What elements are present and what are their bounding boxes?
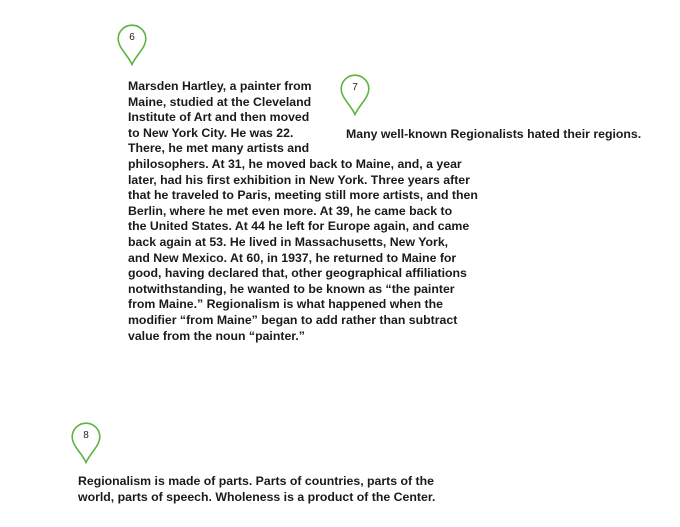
text-line: Maine, studied at the Cleveland <box>128 94 312 109</box>
text-line: from Maine.” Regionalism is what happened when the <box>128 297 443 312</box>
text-line: world, parts of speech. Wholeness is a product of the Center. <box>78 489 436 504</box>
map-pin-icon <box>71 422 101 464</box>
text-line: good, having declared that, other geographical affiliations <box>128 266 467 281</box>
marker-number: 8 <box>83 430 89 441</box>
map-pin-shape <box>117 24 147 66</box>
text-line: Many well-known Regionalists hated their regions. <box>346 127 642 141</box>
text-line: notwithstanding, he wanted to be known as “the painter <box>128 281 455 296</box>
map-pin-shape <box>71 422 101 464</box>
text-line: Berlin, where he met even more. At 39, he came back to <box>128 203 453 218</box>
text-line: that he traveled to Paris, meeting still more artists, and then <box>128 188 478 203</box>
marker-number: 6 <box>129 32 135 43</box>
text-line: to New York City. He was 22. <box>128 125 294 140</box>
text-line: philosophers. At 31, he moved back to Maine, and, a year <box>128 156 462 171</box>
text-line: modifier “from Maine” began to add rather than subtract <box>128 312 458 327</box>
text-line: the United States. At 44 he left for Europe again, and came <box>128 219 470 234</box>
note-paragraph-6 <box>128 79 478 344</box>
text-line: later, had his first exhibition in New York. Three years after <box>128 172 470 187</box>
text-line: back again at 53. He lived in Massachusetts, New York, <box>128 234 449 249</box>
map-pin-icon <box>117 24 147 66</box>
text-line: Regionalism is made of parts. Parts of countries, parts of the <box>78 474 435 488</box>
note-paragraph-7 <box>346 127 641 143</box>
marker-number: 7 <box>352 82 358 93</box>
text-line: value from the noun “painter.” <box>128 328 305 343</box>
text-line: There, he met many artists and <box>128 141 310 156</box>
text-line: Institute of Art and then moved <box>128 110 310 125</box>
text-line: and New Mexico. At 60, in 1937, he returned to Maine for <box>128 250 457 265</box>
note-paragraph-8 <box>78 474 435 505</box>
text-line: Marsden Hartley, a painter from <box>128 79 312 93</box>
